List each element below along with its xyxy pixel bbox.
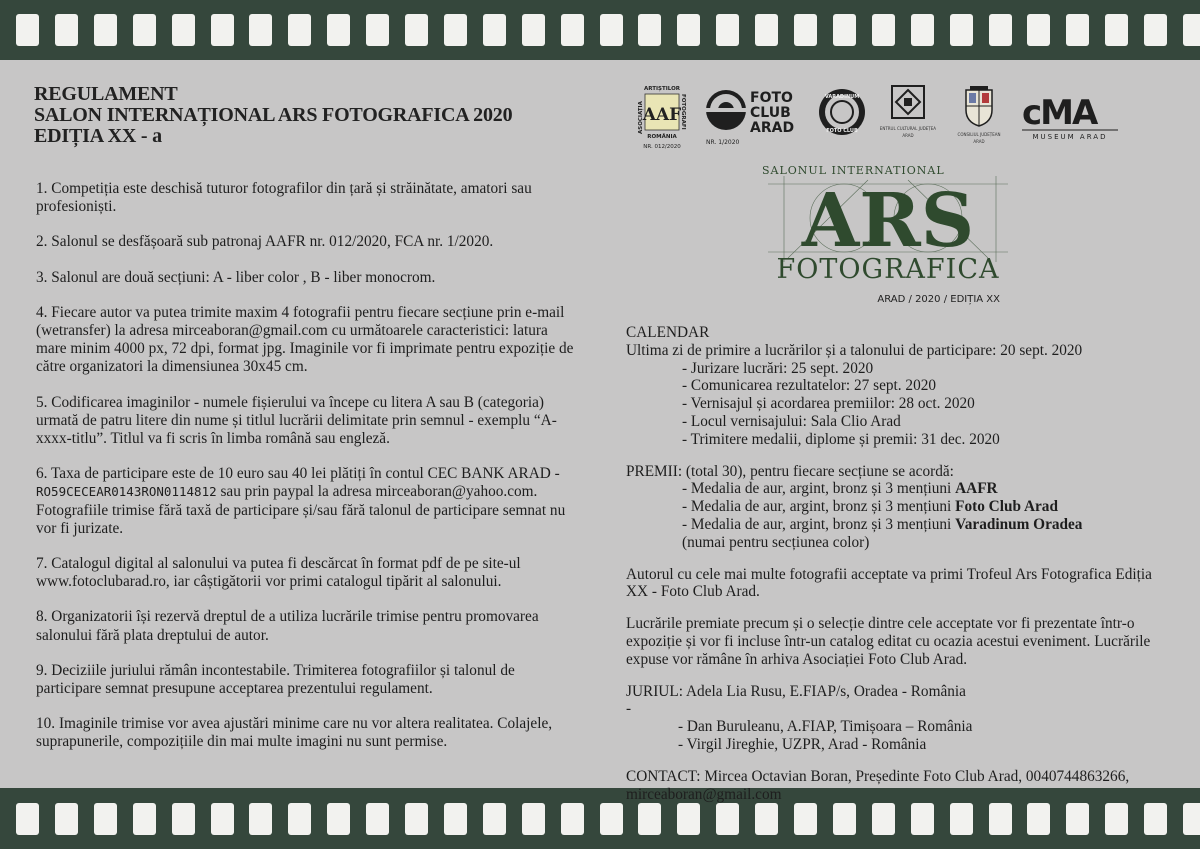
rule-10: 10. Imaginile trimise vor avea ajustări minime care nu vor altera realitatea. Colajele, suprapunerile, compozițiile din mai multe imagini nu sunt permise.: [36, 715, 553, 751]
film-perforation: [55, 14, 78, 46]
film-perforation: [755, 803, 778, 835]
film-perforation: [1027, 14, 1050, 46]
aafr-right-text: FOTOGRAFI: [680, 94, 686, 130]
film-perforation: [911, 14, 934, 46]
aafr-mark: AAF: [642, 105, 682, 125]
rule-6-text: 6. Taxa de participare este de 10 euro sau 40 lei plătiți în contul CEC BANK ARAD -: [36, 465, 560, 483]
film-perforation: [833, 803, 856, 835]
film-perforation: [1027, 803, 1050, 835]
film-perforation: [444, 803, 467, 835]
calendar-section: [626, 324, 1171, 449]
film-perforation: [600, 803, 623, 835]
film-perforation: [1066, 803, 1089, 835]
iban: RO59CECEAR0143RON0114812: [36, 484, 217, 500]
film-perforation: [133, 803, 156, 835]
rule-1: 1. Competiția este deschisă tuturor fotografilor din țară și străinătate, amatori sau profesioniști.: [36, 180, 532, 216]
ars-bottom-text: ARAD / 2020 / EDIȚIA XX: [877, 294, 1000, 305]
prize-line-text: - Medalia de aur, argint, bronz și 3 mențiuni: [682, 480, 956, 498]
film-perforation: [716, 14, 739, 46]
film-perforation: [600, 14, 623, 46]
film-perforation: [794, 14, 817, 46]
film-perforation: [716, 803, 739, 835]
film-perforation: [755, 14, 778, 46]
film-perforation: [444, 14, 467, 46]
county-council-logo: [952, 82, 1006, 152]
calendar-title: CALENDAR: [626, 324, 710, 341]
film-perforation: [950, 14, 973, 46]
ars-fotografica-logo: [748, 162, 1028, 310]
film-perforation: [16, 14, 39, 46]
jury-member: - Dan Buruleanu, A.FIAP, Timișoara – România: [678, 718, 973, 736]
varadinum-bottom-text: FOTO CLUB: [826, 128, 858, 134]
film-perforation: [172, 803, 195, 835]
info-column: [626, 324, 1171, 803]
film-perforation: [288, 803, 311, 835]
county-council-text: CONSILIUL JUDEȚEAN: [957, 132, 1001, 137]
calendar-item: - Locul vernisajului: Sala Clio Arad: [682, 412, 901, 430]
film-perforation: [872, 803, 895, 835]
calendar-deadline: Ultima zi de primire a lucrărilor și a talonului de participare: 20 sept. 2020: [626, 341, 1083, 359]
contact-text: CONTACT: Mircea Octavian Boran, Președinte Foto Club Arad, 0040744863266, mirceaboran@gmail.com: [626, 767, 1130, 803]
film-perforation: [1144, 14, 1167, 46]
exhibition-text: Lucrările premiate precum și o selecție dintre cele acceptate vor fi prezentate într-o expoziție și vor fi incluse într-un catalog editat cu ocazia acestui eveniment. Lucrările expuse vor rămâne în arhiva Asociației Foto Club Arad.: [626, 615, 1151, 668]
fca-line-1: FOTO: [750, 90, 793, 106]
fca-nr: NR. 1/2020: [706, 139, 740, 146]
rule-8: 8. Organizatorii își rezervă dreptul de a utiliza lucrările trimise pentru promovarea salonului fără plata dreptului de autor.: [36, 608, 539, 644]
prizes-intro: PREMII: (total 30), pentru fiecare secțiune se acordă:: [626, 462, 954, 480]
fca-line-3: ARAD: [750, 120, 795, 136]
film-perforation: [638, 803, 661, 835]
rule-6: [36, 465, 576, 538]
cultural-center-logo: [880, 82, 936, 152]
rule-9: 9. Deciziile juriului rămân incontestabile. Trimiterea fotografiilor și talonul de participare semnat presupune acceptarea prezentului regulament.: [36, 661, 515, 698]
film-perforation: [133, 14, 156, 46]
film-perforation: [172, 14, 195, 46]
calendar-item: - Vernisajul și acordarea premiilor: 28 oct. 2020: [682, 395, 975, 413]
film-perforation: [950, 803, 973, 835]
film-perforation: [1183, 14, 1200, 46]
trophy-text: Autorul cu cele mai multe fotografii acceptate va primi Trofeul Ars Fotografica Ediția XX - Foto Club Arad.: [626, 565, 1152, 601]
film-perforation: [1183, 803, 1200, 835]
film-perforation: [1105, 803, 1128, 835]
prize-line-text: - Medalia de aur, argint, bronz și 3 mențiuni: [682, 498, 956, 516]
film-perforation: [366, 803, 389, 835]
aafr-left-text: ASOCIAȚIA: [638, 101, 644, 134]
rule-6-text-end: sau prin paypal la adresa mirceaboran@yahoo.com. Fotografiile trimise fără taxă de participare și/sau fără talonul de participare semnat nu vor fi jurizate.: [36, 483, 566, 537]
foto-club-arad-logo: [704, 84, 804, 150]
partner-logos: [632, 82, 1152, 162]
film-perforation: [872, 14, 895, 46]
varadinum-top-text: VARADINUM: [824, 94, 860, 100]
film-perforation: [211, 803, 234, 835]
jury-section: [626, 683, 1171, 754]
ars-main-text: ARS: [801, 178, 975, 264]
calendar-item: - Jurizare lucrări: 25 sept. 2020: [682, 359, 874, 377]
film-perforation: [1105, 14, 1128, 46]
film-perforation: [833, 14, 856, 46]
film-perforation: [989, 803, 1012, 835]
film-perforation: [327, 803, 350, 835]
film-perforation: [327, 14, 350, 46]
title-line-3: EDIȚIA XX - a: [34, 125, 162, 147]
film-perforation: [405, 14, 428, 46]
prize-org-fca: Foto Club Arad: [955, 498, 1058, 516]
rule-4: 4. Fiecare autor va putea trimite maxim 4 fotografii pentru fiecare secțiune prin e-mail (wetransfer) la adresa mirceaboran@gmail.com cu următoarele caracteristici: latura mare minim 4000 px, 72 dpi, format jpg. Imaginile vor fi imprimate pentru expoziție de către organizatori la dimensiunea 30x45 cm.: [36, 303, 574, 376]
film-perforation: [405, 803, 428, 835]
cultural-center-city: ARAD: [902, 133, 914, 138]
film-perforation: [366, 14, 389, 46]
film-perforation: [94, 14, 117, 46]
film-perforation: [16, 803, 39, 835]
rules-list: [36, 180, 576, 769]
jury-label: JURIUL: -: [626, 682, 683, 718]
film-perforation: [1144, 803, 1167, 835]
film-perforation: [249, 14, 272, 46]
jury-first-row: [626, 683, 1171, 719]
prize-note: (numai pentru secțiunea color): [682, 533, 870, 551]
aafr-bottom-text: ROMÂNIA: [647, 134, 677, 140]
document-title: [34, 84, 512, 147]
film-perforation: [94, 803, 117, 835]
title-line-1: REGULAMENT: [34, 83, 178, 105]
museum-text: MUSEUM ARAD: [1032, 133, 1108, 141]
film-perforation: [522, 803, 545, 835]
film-perforation: [677, 14, 700, 46]
rule-2: 2. Salonul se desfășoară sub patronaj AAFR nr. 012/2020, FCA nr. 1/2020.: [36, 233, 494, 251]
film-perforation: [288, 14, 311, 46]
rule-3: 3. Salonul are două secțiuni: A - liber color , B - liber monocrom.: [36, 268, 436, 286]
cultural-center-text: CENTRUL CULTURAL JUDEȚEAN: [880, 126, 936, 131]
film-perforation: [677, 803, 700, 835]
ars-sub-text: FOTOGRAFICA: [776, 254, 1000, 285]
prize-line: [626, 516, 1171, 534]
prize-line-text: - Medalia de aur, argint, bronz și 3 mențiuni: [682, 515, 956, 533]
county-council-city: ARAD: [973, 139, 985, 144]
film-perforation: [55, 803, 78, 835]
film-perforation: [249, 803, 272, 835]
prize-line: [626, 480, 1171, 498]
prize-line: [626, 498, 1171, 516]
film-strip-top: [0, 0, 1200, 60]
film-perforation: [483, 14, 506, 46]
aafr-logo: [632, 82, 692, 152]
film-perforation: [911, 803, 934, 835]
rule-5: 5. Codificarea imaginilor - numele fișierului va începe cu litera A sau B (categoria) urmată de patru litere din nume și titlul lucrării delimitate prin semnul - exemplu “A-xxxx-titlu”. Titlul va fi scris în limba română sau engleză.: [36, 393, 557, 448]
aafr-nr: NR. 012/2020: [643, 144, 681, 150]
museum-mark: cMA: [1022, 93, 1097, 133]
film-perforation: [483, 803, 506, 835]
film-perforation: [794, 803, 817, 835]
aafr-top-text: ARTIȘTILOR: [643, 86, 681, 92]
prize-org-aafr: AAFR: [955, 480, 998, 498]
film-perforation: [561, 14, 584, 46]
calendar-item: - Comunicarea rezultatelor: 27 sept. 2020: [682, 377, 937, 395]
film-perforation: [638, 14, 661, 46]
film-perforation: [522, 14, 545, 46]
jury-member: Adela Lia Rusu, E.FIAP/s, Oradea - România: [686, 682, 966, 700]
film-perforation: [1066, 14, 1089, 46]
varadinum-logo: [816, 84, 868, 150]
film-perforation: [561, 803, 584, 835]
film-perforation: [211, 14, 234, 46]
prizes-section: [626, 463, 1171, 552]
title-line-2: SALON INTERNAȚIONAL ARS FOTOGRAFICA 2020: [34, 104, 513, 126]
film-perforation: [989, 14, 1012, 46]
calendar-item: - Trimitere medalii, diplome și premii: 31 dec. 2020: [682, 430, 1000, 448]
museum-arad-logo: [1020, 88, 1122, 144]
rule-7: 7. Catalogul digital al salonului va putea fi descărcat în format pdf de pe site-ul www.fotoclubarad.ro, iar câștigătorii vor primi catalogul tipărit al salonului.: [36, 555, 521, 591]
ars-top-text: SALONUL INTERNATIONAL: [762, 164, 945, 177]
fca-line-2: CLUB: [750, 105, 791, 121]
prize-org-varadinum: Varadinum Oradea: [955, 515, 1083, 533]
jury-member: - Virgil Jireghie, UZPR, Arad - România: [678, 735, 927, 753]
